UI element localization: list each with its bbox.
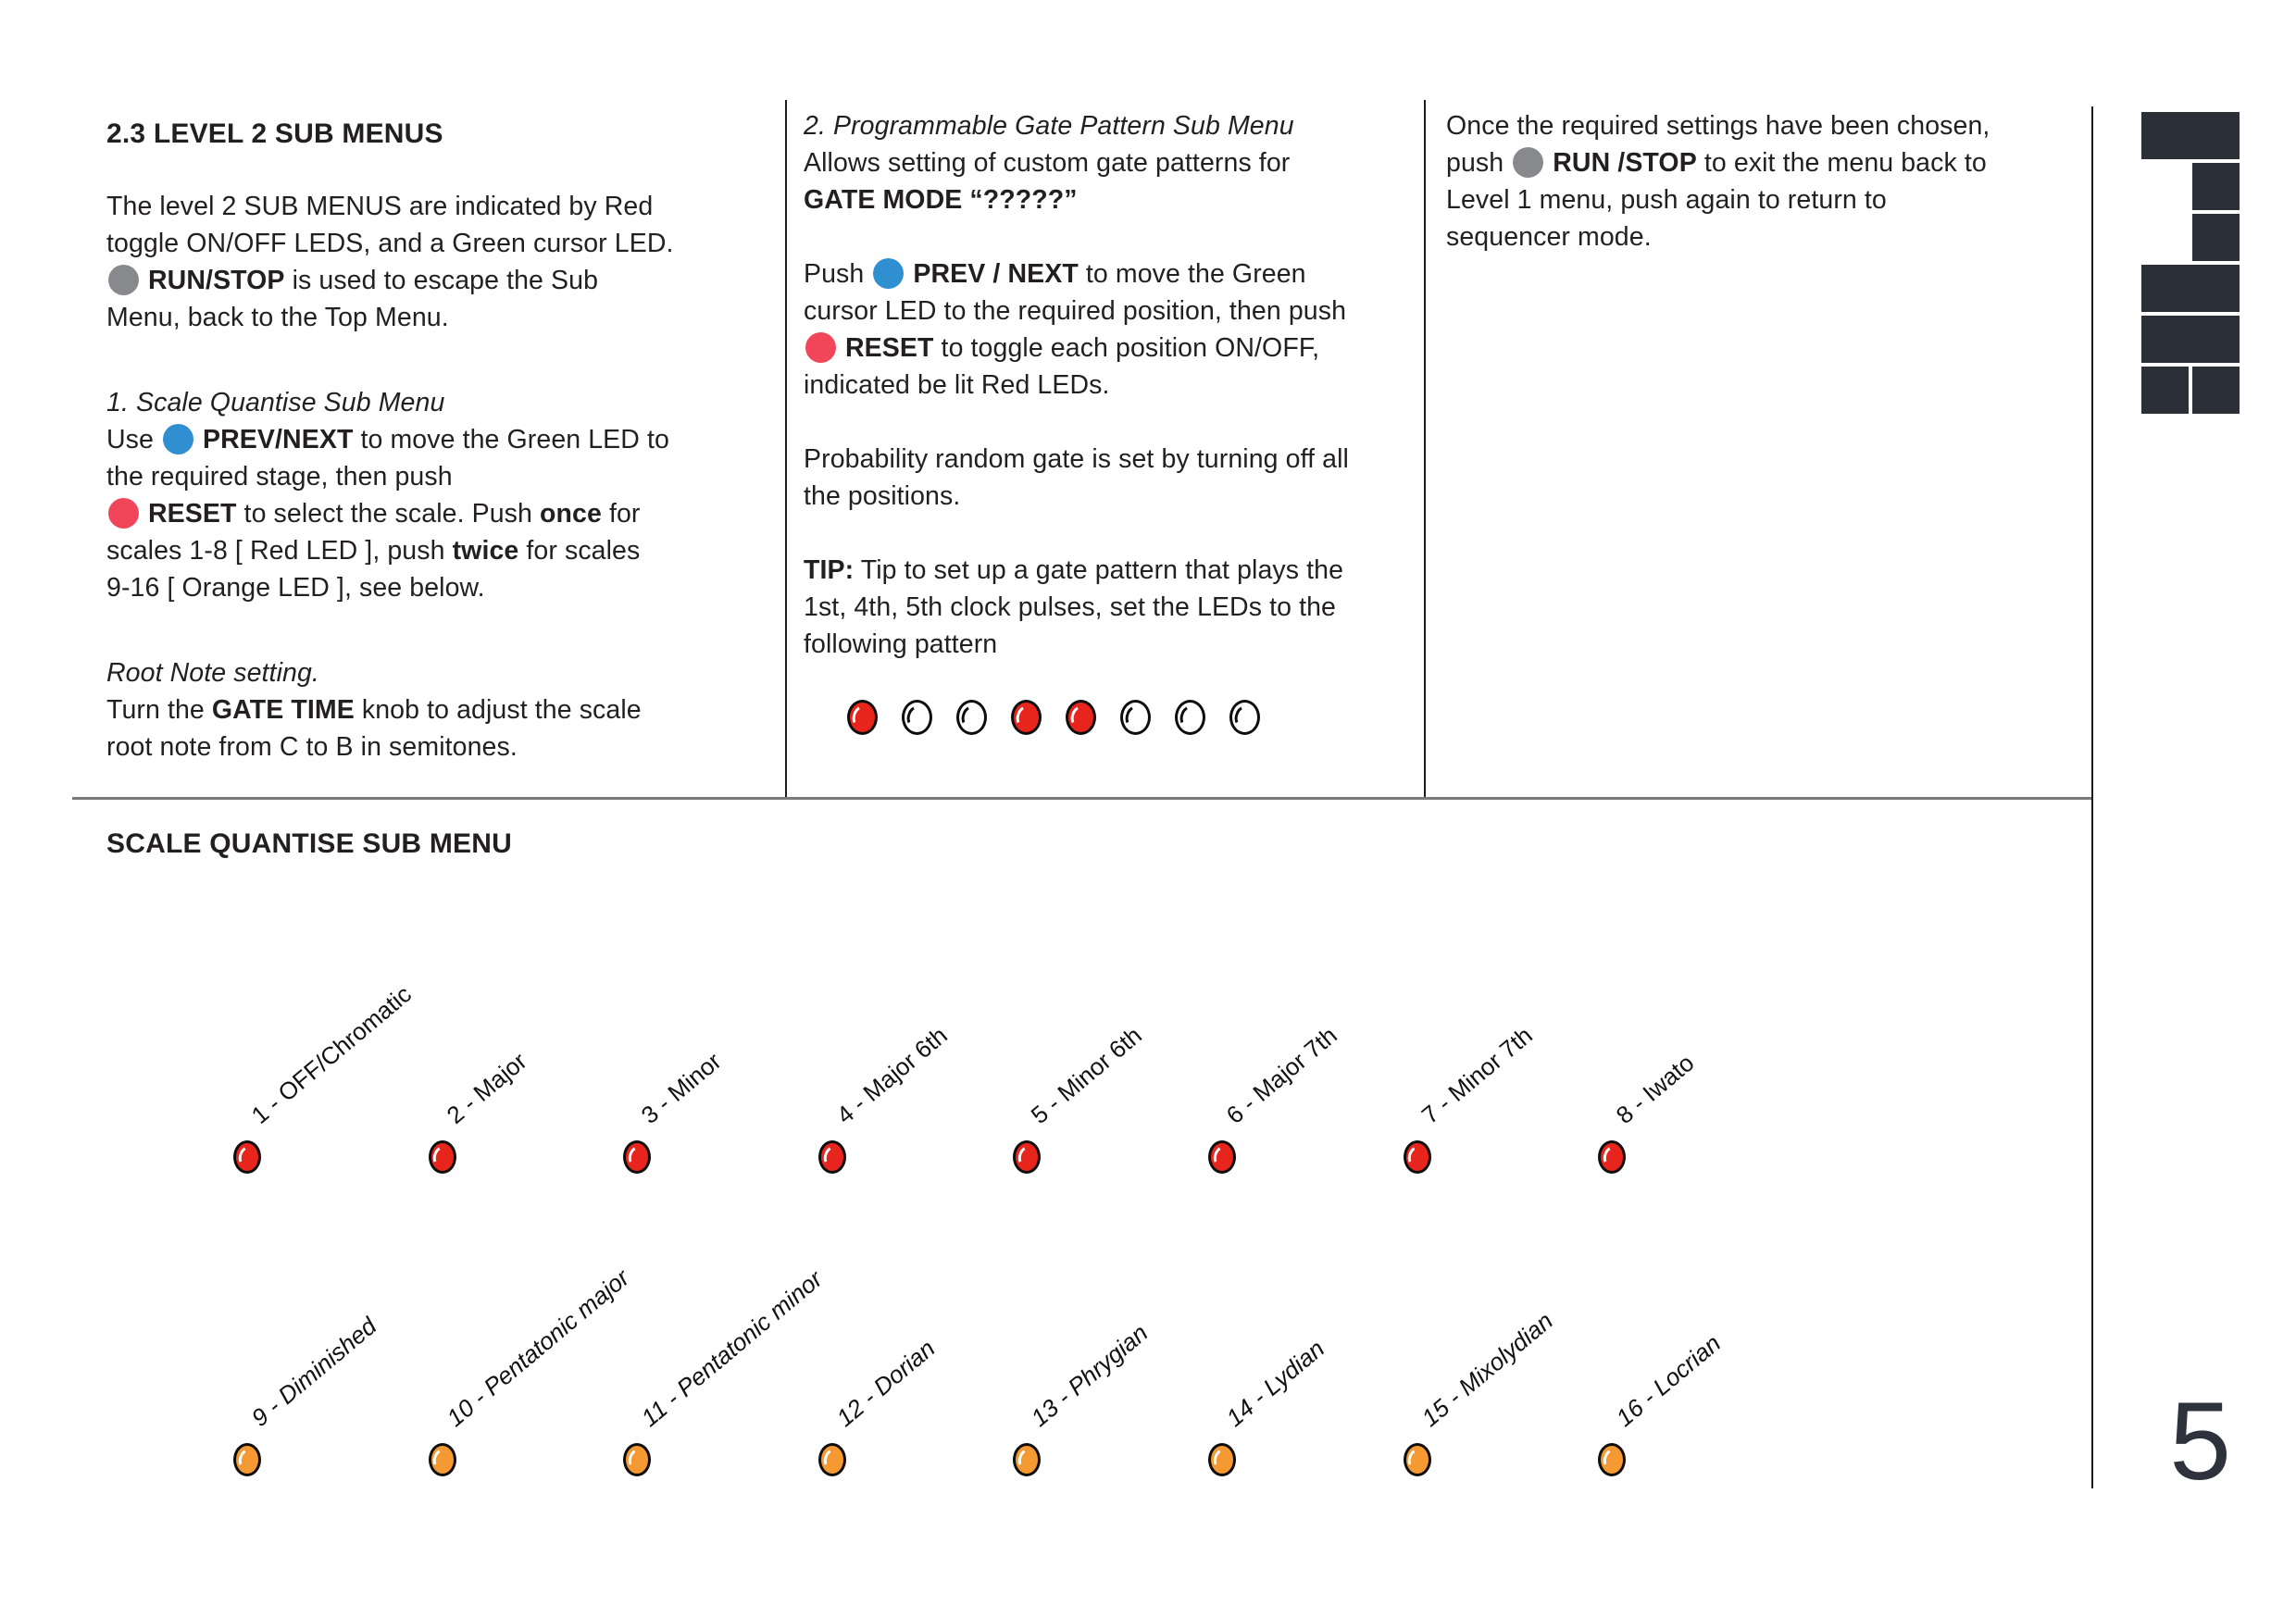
text-run: cursor LED to the required position, then push bbox=[804, 296, 1347, 326]
scale-led-red-icon bbox=[818, 1140, 846, 1174]
text-run: once bbox=[540, 499, 602, 529]
logo-block bbox=[2192, 214, 2240, 261]
gate-led-off-icon bbox=[902, 700, 932, 735]
scale-label: 2 - Major bbox=[441, 1047, 532, 1129]
scale-led-red-icon bbox=[1404, 1140, 1431, 1174]
gray-button-dot-icon bbox=[1513, 147, 1543, 178]
logo-block bbox=[2141, 265, 2240, 312]
blue-button-dot-icon bbox=[873, 258, 904, 289]
text-run: to move the Green LED to bbox=[353, 425, 669, 454]
gate-led-on-icon bbox=[1066, 700, 1096, 735]
blue-button-dot-icon bbox=[163, 424, 193, 454]
column-divider bbox=[785, 100, 787, 798]
gate-led-on-icon bbox=[847, 700, 878, 735]
text-run: Turn the bbox=[106, 695, 212, 725]
scale-led-orange-icon bbox=[623, 1443, 651, 1476]
scale-led-red-icon bbox=[429, 1140, 456, 1174]
scale-led-orange-icon bbox=[1598, 1443, 1626, 1476]
text-run: Use bbox=[106, 425, 162, 454]
text-run: sequencer mode. bbox=[1446, 222, 1652, 252]
text-run: 1. Scale Quantise Sub Menu bbox=[106, 388, 445, 417]
logo-block bbox=[2141, 112, 2240, 159]
text-run: to move the Green bbox=[1078, 259, 1306, 289]
text-run: RESET bbox=[148, 499, 237, 529]
column-exit-menu bbox=[1446, 107, 2057, 292]
paragraph bbox=[804, 552, 1405, 663]
scale-led-red-icon bbox=[1013, 1140, 1041, 1174]
text-run: Level 1 menu, push again to return to bbox=[1446, 185, 1887, 215]
text-run: TIP: bbox=[804, 555, 855, 585]
text-run: GATE TIME bbox=[211, 695, 355, 725]
text-run: scales 1-8 [ Red LED ], push bbox=[106, 536, 453, 566]
text-run: to select the scale. Push bbox=[236, 499, 540, 529]
text-run: root note from C to B in semitones. bbox=[106, 732, 518, 762]
text-run: for bbox=[601, 499, 641, 529]
text-run: indicated be lit Red LEDs. bbox=[804, 370, 1110, 400]
logo-block bbox=[2141, 316, 2240, 363]
scale-led-red-icon bbox=[1598, 1140, 1626, 1174]
scale-led-orange-icon bbox=[429, 1443, 456, 1476]
scale-label: 11 - Pentatonic minor bbox=[635, 1264, 829, 1432]
text-run: Allows setting of custom gate patterns for bbox=[804, 148, 1291, 178]
page-number: 5 bbox=[2169, 1379, 2231, 1503]
paragraph bbox=[804, 255, 1405, 404]
text-run: 9-16 [ Orange LED ], see below. bbox=[106, 573, 485, 603]
section-divider bbox=[72, 797, 2091, 800]
column-gate-pattern-submenu bbox=[804, 107, 1405, 700]
scale-led-orange-icon bbox=[233, 1443, 261, 1476]
logo-block bbox=[2192, 367, 2240, 414]
gate-led-off-icon bbox=[1175, 700, 1205, 735]
scale-led-orange-icon bbox=[1404, 1443, 1431, 1476]
text-run: to exit the menu back to bbox=[1696, 148, 1987, 178]
scale-label: 7 - Minor 7th bbox=[1416, 1021, 1538, 1129]
text-run: for scales bbox=[518, 536, 641, 566]
text-run: to toggle each position ON/OFF, bbox=[933, 333, 1320, 363]
gray-button-dot-icon bbox=[108, 265, 139, 295]
paragraph bbox=[106, 384, 785, 606]
text-run: the positions. bbox=[804, 481, 961, 511]
scale-label: 5 - Minor 6th bbox=[1026, 1021, 1148, 1129]
scale-label: 10 - Pentatonic major bbox=[441, 1263, 634, 1432]
text-run: Probability random gate is set by turning off all bbox=[804, 444, 1349, 474]
scale-label: 4 - Major 6th bbox=[830, 1021, 953, 1129]
scale-label: 9 - Diminished bbox=[245, 1312, 382, 1432]
column-level2-submenus-body bbox=[106, 188, 785, 814]
text-run: GATE MODE “?????” bbox=[804, 185, 1078, 215]
text-run: toggle ON/OFF LEDS, and a Green cursor LED. bbox=[106, 229, 674, 258]
paragraph bbox=[1446, 107, 2057, 255]
pink-button-dot-icon bbox=[108, 498, 139, 529]
gate-led-off-icon bbox=[956, 700, 987, 735]
text-run: PREV/NEXT bbox=[203, 425, 354, 454]
brand-logo bbox=[2141, 112, 2240, 414]
paragraph bbox=[106, 188, 785, 336]
scale-label: 6 - Major 7th bbox=[1220, 1021, 1342, 1129]
scale-label: 14 - Lydian bbox=[1220, 1334, 1330, 1432]
logo-block bbox=[2192, 163, 2240, 210]
scale-label: 13 - Phrygian bbox=[1026, 1318, 1154, 1432]
scale-led-orange-icon bbox=[1013, 1443, 1041, 1476]
paragraph bbox=[804, 441, 1405, 515]
scale-led-red-icon bbox=[1208, 1140, 1236, 1174]
scale-label: 12 - Dorian bbox=[830, 1334, 941, 1432]
gate-led-off-icon bbox=[1229, 700, 1260, 735]
text-run: following pattern bbox=[804, 629, 998, 659]
text-run: is used to escape the Sub bbox=[284, 266, 599, 295]
gate-led-off-icon bbox=[1120, 700, 1151, 735]
scale-label: 3 - Minor bbox=[635, 1047, 727, 1129]
logo-block bbox=[2141, 367, 2189, 414]
text-run: the required stage, then push bbox=[106, 462, 453, 492]
scale-led-red-icon bbox=[233, 1140, 261, 1174]
gate-led-on-icon bbox=[1011, 700, 1042, 735]
scale-led-orange-icon bbox=[818, 1443, 846, 1476]
text-run: RUN /STOP bbox=[1553, 148, 1697, 178]
paragraph bbox=[106, 654, 785, 765]
text-run: Root Note setting. bbox=[106, 658, 319, 688]
text-run: 2. Programmable Gate Pattern Sub Menu bbox=[804, 111, 1294, 141]
scale-quantise-heading: SCALE QUANTISE SUB MENU bbox=[106, 828, 512, 859]
paragraph bbox=[804, 107, 1405, 218]
text-run: Once the required settings have been chosen, bbox=[1446, 111, 1990, 141]
text-run: RESET bbox=[845, 333, 934, 363]
text-run: twice bbox=[452, 536, 519, 566]
scale-label: 15 - Mixolydian bbox=[1416, 1306, 1558, 1432]
text-run: PREV / NEXT bbox=[913, 259, 1079, 289]
scale-led-red-icon bbox=[623, 1140, 651, 1174]
text-run: 1st, 4th, 5th clock pulses, set the LEDs to the bbox=[804, 592, 1337, 622]
scale-label: 16 - Locrian bbox=[1610, 1328, 1727, 1432]
gate-pattern-led-row bbox=[847, 700, 1260, 735]
text-run: Tip to set up a gate pattern that plays the bbox=[854, 555, 1344, 585]
text-run: The level 2 SUB MENUS are indicated by Red bbox=[106, 192, 654, 221]
page-edge-divider bbox=[2091, 106, 2093, 1488]
column-divider bbox=[1424, 100, 1426, 798]
scale-led-orange-icon bbox=[1208, 1443, 1236, 1476]
text-run: Menu, back to the Top Menu. bbox=[106, 303, 449, 332]
text-run: push bbox=[1446, 148, 1512, 178]
scale-label: 8 - Iwato bbox=[1610, 1048, 1700, 1129]
text-run: RUN/STOP bbox=[148, 266, 285, 295]
text-run: knob to adjust the scale bbox=[354, 695, 642, 725]
text-run: Push bbox=[804, 259, 872, 289]
scale-label: 1 - OFF/Chromatic bbox=[245, 979, 417, 1129]
section-heading-level2-submenus: 2.3 LEVEL 2 SUB MENUS bbox=[106, 118, 443, 149]
pink-button-dot-icon bbox=[805, 332, 836, 363]
